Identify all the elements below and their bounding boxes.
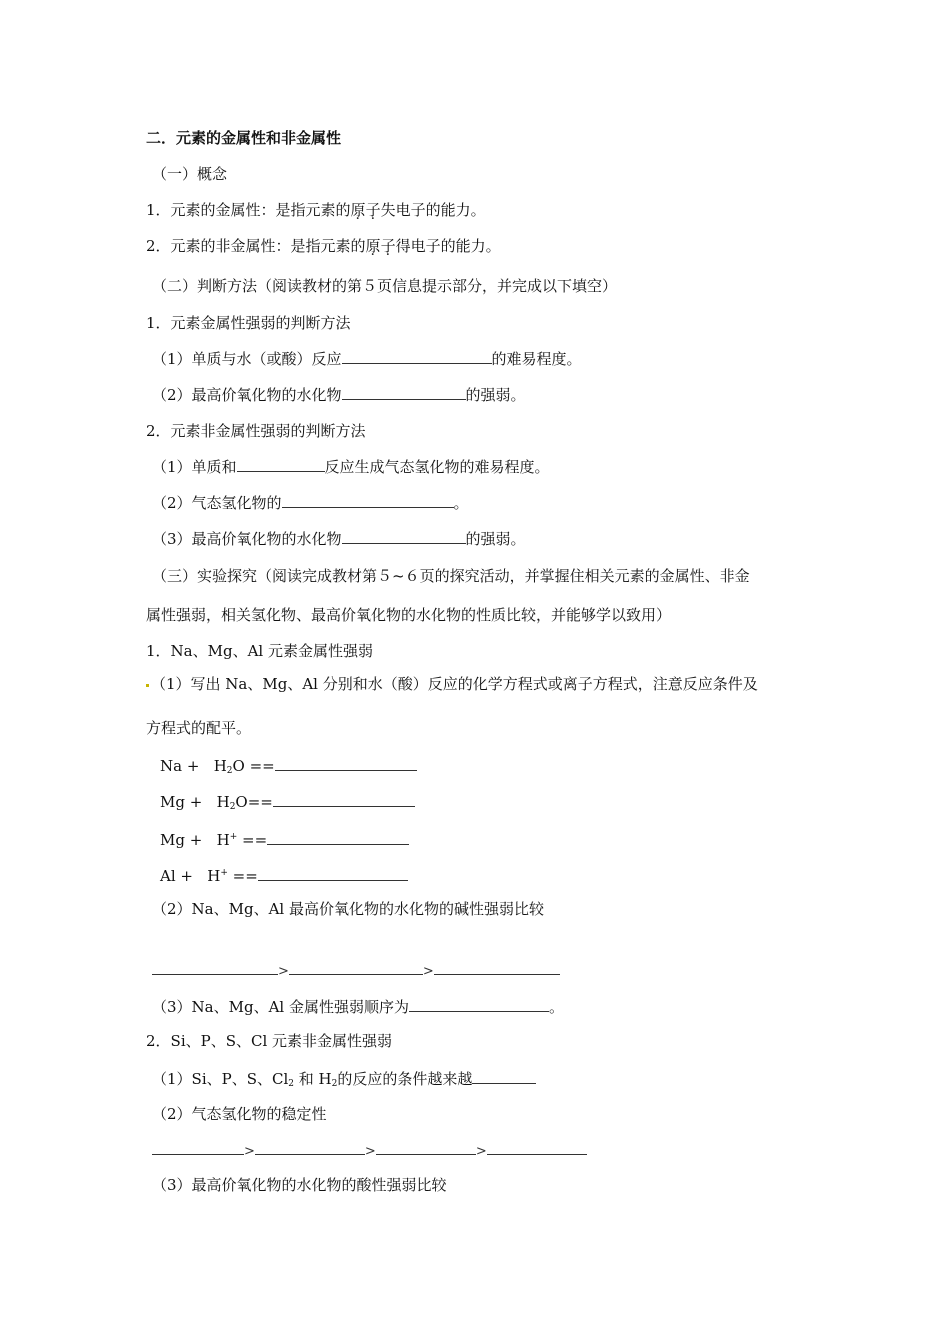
metal-method-2 bbox=[152, 384, 526, 405]
part1-question-1a-text: （1）写出 Na、Mg、Al 分别和水（酸）反应的化学方程式或离子方程式，注意反应条件及 bbox=[151, 675, 758, 693]
fill-blank[interactable] bbox=[267, 829, 409, 845]
concept-line-2 bbox=[146, 236, 501, 256]
equation-na-water bbox=[160, 755, 417, 781]
nonmetal-method-2 bbox=[152, 492, 469, 513]
subscript: 2 bbox=[229, 802, 236, 812]
subscript: 2 bbox=[226, 766, 233, 776]
equation-mg-water bbox=[160, 791, 415, 817]
fill-blank[interactable] bbox=[434, 959, 560, 975]
fill-blank[interactable] bbox=[472, 1068, 536, 1084]
equation-lhs: Mg + H bbox=[160, 831, 230, 849]
equation-op: == bbox=[237, 831, 268, 849]
equation-al-acid bbox=[160, 863, 408, 886]
fill-blank[interactable] bbox=[255, 1139, 365, 1155]
part1-question-3-post: 。 bbox=[548, 998, 564, 1016]
emphasis-char: 原 bbox=[350, 201, 366, 219]
fill-blank[interactable] bbox=[275, 755, 417, 771]
fill-blank[interactable] bbox=[258, 865, 408, 881]
greater-than-sign: > bbox=[475, 1144, 487, 1159]
greater-than-sign: > bbox=[244, 1144, 255, 1159]
stability-comparison bbox=[152, 1139, 587, 1162]
fill-blank[interactable] bbox=[342, 348, 492, 364]
basicity-comparison bbox=[152, 959, 560, 982]
part1-question-2: （2）Na、Mg、Al 最高价氧化物的水化物的碱性强弱比较 bbox=[152, 900, 544, 918]
metal-method-1-pre: （1）单质与水（或酸）反应 bbox=[152, 350, 342, 368]
greater-than-sign: > bbox=[278, 964, 289, 979]
part2-question-1-post: 的反应的条件越来越 bbox=[337, 1070, 473, 1088]
experiment-title-line-2: 属性强弱，相关氢化物、最高价氧化物的水化物的性质比较，并能够学以致用） bbox=[146, 606, 672, 624]
metal-method-2-post: 的强弱。 bbox=[465, 386, 526, 404]
superscript: + bbox=[220, 868, 228, 878]
part1-question-3-pre: （3）Na、Mg、Al 金属性强弱顺序为 bbox=[152, 998, 409, 1016]
equation-lhs: Na + H bbox=[160, 757, 227, 775]
concept-line-2-pre: 2．元素的非金属性：是指元素的 bbox=[146, 237, 366, 255]
fill-blank[interactable] bbox=[237, 456, 325, 472]
fill-blank[interactable] bbox=[342, 528, 466, 544]
emphasis-char: 原 bbox=[365, 237, 381, 255]
method-title: （二）判断方法（阅读教材的第５页信息提示部分，并完成以下填空） bbox=[152, 277, 618, 295]
fill-blank[interactable] bbox=[409, 996, 549, 1012]
fill-blank[interactable] bbox=[152, 959, 278, 975]
fill-blank[interactable] bbox=[376, 1139, 476, 1155]
part2-question-1 bbox=[152, 1068, 536, 1094]
nonmetal-method-3-post: 的强弱。 bbox=[465, 530, 526, 548]
part2-question-3: （3）最高价氧化物的水化物的酸性强弱比较 bbox=[152, 1176, 447, 1194]
equation-lhs: Mg + H bbox=[160, 793, 230, 811]
concept-title: （一）概念 bbox=[152, 165, 228, 183]
part1-question-3 bbox=[152, 996, 564, 1017]
part1-question-1a bbox=[146, 674, 758, 694]
concept-line-1-pre: 1．元素的金属性：是指元素的 bbox=[146, 201, 351, 219]
part1-question-1b: 方程式的配平。 bbox=[146, 719, 252, 737]
section-heading: 二．元素的金属性和非金属性 bbox=[146, 129, 342, 147]
emphasis-char: 子 bbox=[365, 201, 381, 219]
emphasis-char: 子 bbox=[380, 237, 396, 255]
nonmetal-method-2-post: 。 bbox=[453, 494, 469, 512]
fill-blank[interactable] bbox=[487, 1139, 587, 1155]
concept-line-1-post: 失电子的能力。 bbox=[380, 201, 486, 219]
subscript: 2 bbox=[288, 1079, 294, 1089]
metal-method-2-pre: （2）最高价氧化物的水化物 bbox=[152, 386, 342, 404]
concept-line-1 bbox=[146, 200, 486, 220]
nonmetal-method-3 bbox=[152, 528, 526, 549]
part2-question-2: （2）气态氢化物的稳定性 bbox=[152, 1105, 327, 1123]
equation-op: O == bbox=[232, 757, 275, 775]
part2-question-1-mid: 和 H bbox=[294, 1070, 332, 1088]
greater-than-sign: > bbox=[364, 1144, 376, 1159]
equation-op: == bbox=[227, 867, 258, 885]
fill-blank[interactable] bbox=[152, 1139, 244, 1155]
fill-blank[interactable] bbox=[342, 384, 466, 400]
metal-method-1 bbox=[152, 348, 582, 369]
nonmetal-method-1-pre: （1）单质和 bbox=[152, 458, 237, 476]
nonmetal-method-1 bbox=[152, 456, 550, 477]
nonmetal-method-2-pre: （2）气态氢化物的 bbox=[152, 494, 282, 512]
part1-title: 1．Na、Mg、Al 元素金属性强弱 bbox=[146, 642, 373, 660]
part2-title: 2．Si、P、S、Cl 元素非金属性强弱 bbox=[146, 1032, 393, 1050]
metal-method-title: 1．元素金属性强弱的判断方法 bbox=[146, 314, 351, 332]
metal-method-1-post: 的难易程度。 bbox=[491, 350, 582, 368]
equation-op: O== bbox=[235, 793, 273, 811]
concept-line-2-post: 得电子的能力。 bbox=[395, 237, 501, 255]
part2-question-1-pre: （1）Si、P、S、Cl bbox=[152, 1070, 289, 1088]
nonmetal-method-title: 2．元素非金属性强弱的判断方法 bbox=[146, 422, 366, 440]
experiment-title-line-1: （三）实验探究（阅读完成教材第５~６页的探究活动，并掌握住相关元素的金属性、非金 bbox=[152, 567, 750, 585]
nonmetal-method-3-pre: （3）最高价氧化物的水化物 bbox=[152, 530, 342, 548]
superscript: + bbox=[229, 832, 238, 842]
fill-blank[interactable] bbox=[273, 791, 415, 807]
greater-than-sign: > bbox=[422, 964, 434, 979]
nonmetal-method-1-post: 反应生成气态氢化物的难易程度。 bbox=[324, 458, 550, 476]
subscript: 2 bbox=[331, 1079, 338, 1089]
equation-mg-acid bbox=[160, 827, 409, 850]
equation-lhs: Al + H bbox=[160, 867, 221, 885]
fill-blank[interactable] bbox=[282, 492, 454, 508]
fill-blank[interactable] bbox=[289, 959, 423, 975]
highlight-mark bbox=[146, 684, 149, 687]
